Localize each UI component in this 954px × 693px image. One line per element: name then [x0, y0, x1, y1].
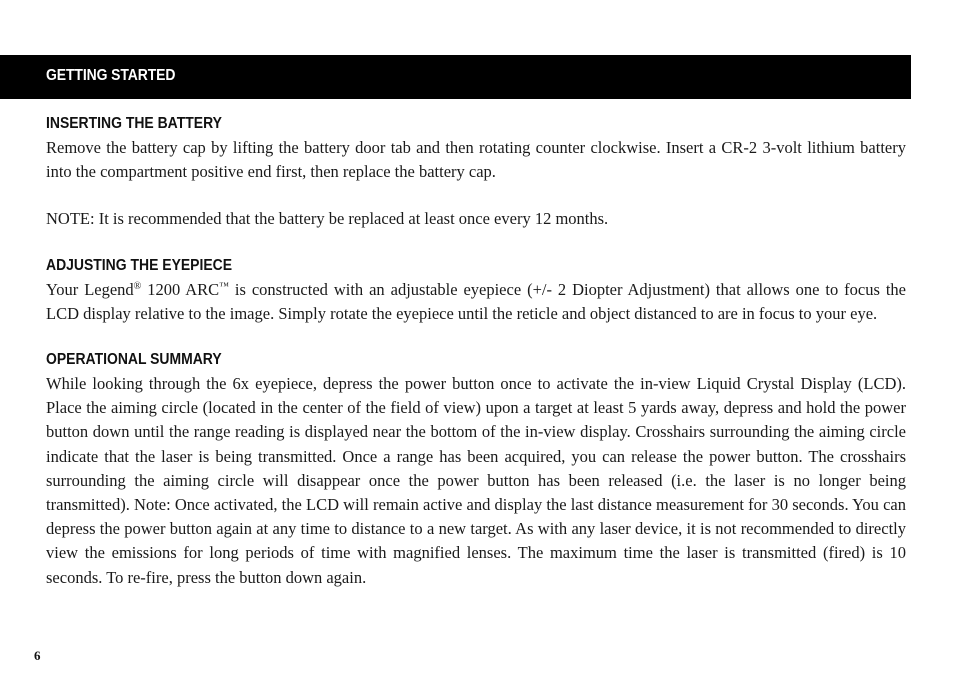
section-spacer: [46, 232, 906, 254]
eyepiece-text-rest: is constructed with an adjustable eyepiece (+/- 2 Diopter Adjustment) that allows one to focus the LCD display relative to the image. Simply rotate the eyepiece until the reticle and object distanced to are in focus to your eye.: [46, 279, 906, 323]
battery-instructions-paragraph: Remove the battery cap by lifting the battery door tab and then rotating counter clockwise. Insert a CR-2 3-volt lithium battery into the compartment positive end first, then replace the battery cap.: [46, 138, 906, 182]
eyepiece-text-model: 1200 ARC: [141, 279, 220, 299]
heading-adjusting-the-eyepiece: ADJUSTING THE EYEPIECE: [46, 256, 233, 274]
battery-note-paragraph: NOTE: It is recommended that the battery be replaced at least once every 12 months.: [46, 209, 609, 229]
heading-operational-summary: OPERATIONAL SUMMARY: [46, 351, 222, 369]
section-header-bar: [0, 55, 911, 99]
operational-summary-paragraph: While looking through the 6x eyepiece, depress the power button once to activate the in-view Liquid Crystal Display (LCD). Place the aiming circle (located in the center of the field of view) upon a target at least 5 yards away, depress and hold the power button down until the range reading is displayed near the bottom of the in-view display. Crosshairs surrounding the aiming circle indicate that the laser is being transmitted. Once a range has been acquired, you can release the power button. The crosshairs surrounding the aiming circle will disappear once the power button has been released (i.e. the laser is no longer being transmitted). Note: Once activated, the LCD will remain active and display the last distance measurement for 30 seconds. You can depress the power button again at any time to distance to a new target. As with any laser device, it is not recommended to directly view the emissions for long periods of time with magnified lenses. The maximum time the laser is transmitted (fired) is 10 seconds. To re-fire, press the button down again.: [46, 374, 906, 587]
eyepiece-paragraph: [46, 278, 906, 326]
page-number: 6: [34, 648, 41, 663]
page-content: [46, 112, 906, 590]
heading-inserting-the-battery: INSERTING THE BATTERY: [46, 115, 222, 132]
registered-mark: ®: [133, 280, 142, 292]
trademark-mark: ™: [219, 280, 229, 292]
eyepiece-text-start: Your Legend: [46, 279, 134, 299]
section-header-title: GETTING STARTED: [46, 67, 176, 84]
paragraph-spacer: [46, 184, 906, 207]
section-spacer: [46, 326, 906, 348]
